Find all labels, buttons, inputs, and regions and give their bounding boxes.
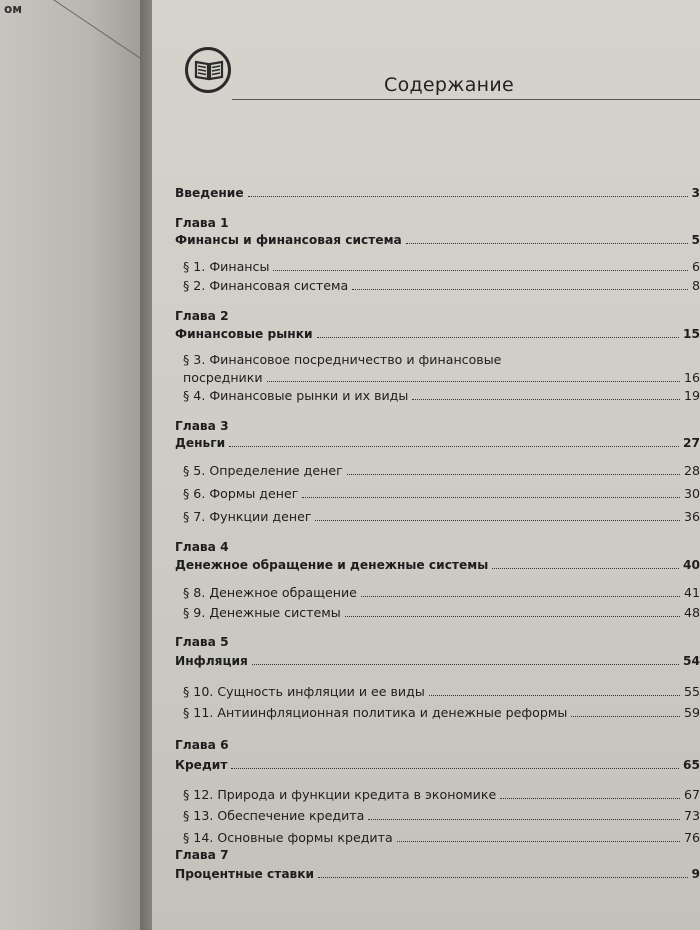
entry-title: посредники xyxy=(183,370,263,385)
dot-leader xyxy=(412,399,680,400)
entry-page: 36 xyxy=(683,509,700,524)
toc-entry-section xyxy=(175,509,700,524)
dot-leader xyxy=(500,798,680,799)
dot-leader xyxy=(492,568,679,569)
dot-leader xyxy=(361,596,680,597)
left-page-corner-text: ом xyxy=(4,2,23,16)
chapter-label: Глава 5 xyxy=(175,635,229,649)
dot-leader xyxy=(252,664,679,665)
toc-entry-section xyxy=(175,787,700,802)
dot-leader xyxy=(397,841,680,842)
entry-title: Денежное обращение и денежные системы xyxy=(175,558,489,572)
entry-title: § 9. Денежные системы xyxy=(183,605,341,620)
entry-page: 3 xyxy=(691,186,700,200)
toc-entry-chapter xyxy=(175,327,700,341)
entry-title: § 13. Обеспечение кредита xyxy=(183,808,365,823)
entry-page: 27 xyxy=(683,436,700,450)
chapter-label: Глава 3 xyxy=(175,419,229,433)
entry-title: § 1. Финансы xyxy=(183,259,270,274)
toc-entry-chapter xyxy=(175,867,700,881)
entry-title-line1: § 3. Финансовое посредничество и финансовые xyxy=(183,352,502,367)
dot-leader xyxy=(229,446,679,447)
dot-leader xyxy=(347,474,680,475)
dot-leader xyxy=(368,819,680,820)
left-page xyxy=(0,0,150,930)
page-title: Содержание xyxy=(384,74,514,96)
toc-entry-section xyxy=(175,278,700,293)
entry-page: 59 xyxy=(683,705,700,720)
toc-entry-chapter xyxy=(175,654,700,668)
toc-entry-chapter xyxy=(175,233,700,247)
entry-page: 73 xyxy=(683,808,700,823)
toc-entry-chapter xyxy=(175,558,700,572)
toc-entry-section xyxy=(175,388,700,403)
dot-leader xyxy=(267,381,680,382)
toc-entry-section xyxy=(175,605,700,620)
open-book-icon xyxy=(185,47,231,93)
entry-page: 28 xyxy=(683,463,700,478)
entry-title: § 8. Денежное обращение xyxy=(183,585,357,600)
entry-title: § 2. Финансовая система xyxy=(183,278,349,293)
dot-leader xyxy=(345,616,680,617)
entry-page: 8 xyxy=(691,278,700,293)
entry-page: 65 xyxy=(683,758,700,772)
entry-page: 30 xyxy=(683,486,700,501)
toc-entry-section xyxy=(175,585,700,600)
chapter-label: Глава 6 xyxy=(175,738,229,752)
entry-title: § 4. Финансовые рынки и их виды xyxy=(183,388,409,403)
dot-leader xyxy=(318,877,687,878)
toc-entry-section xyxy=(175,705,700,720)
chapter-label: Глава 2 xyxy=(175,309,229,323)
entry-title: § 10. Сущность инфляции и ее виды xyxy=(183,684,425,699)
entry-page: 19 xyxy=(683,388,700,403)
entry-title: Инфляция xyxy=(175,654,248,668)
entry-page: 48 xyxy=(683,605,700,620)
dot-leader xyxy=(231,768,679,769)
dot-leader xyxy=(317,337,680,338)
entry-page: 76 xyxy=(683,830,700,845)
entry-page: 41 xyxy=(683,585,700,600)
entry-title: Деньги xyxy=(175,436,226,450)
entry-page: 54 xyxy=(683,654,700,668)
toc-entry-section xyxy=(175,808,700,823)
entry-title: Процентные ставки xyxy=(175,867,315,881)
entry-title: Финансовые рынки xyxy=(175,327,313,341)
entry-page: 40 xyxy=(683,558,700,572)
entry-page: 6 xyxy=(691,259,700,274)
entry-page: 55 xyxy=(683,684,700,699)
toc-entry-intro xyxy=(175,186,700,200)
chapter-label: Глава 1 xyxy=(175,216,229,230)
entry-page: 15 xyxy=(683,327,700,341)
toc-entry-section xyxy=(175,830,700,845)
toc-entry-section xyxy=(175,370,700,385)
toc-entry-section xyxy=(175,684,700,699)
entry-title: § 11. Антиинфляционная политика и денежные реформы xyxy=(183,705,568,720)
chapter-label: Глава 4 xyxy=(175,540,229,554)
entry-page: 9 xyxy=(691,867,700,881)
entry-title: § 6. Формы денег xyxy=(183,486,299,501)
dot-leader xyxy=(302,497,680,498)
dot-leader xyxy=(315,520,680,521)
toc-entry-chapter xyxy=(175,758,700,772)
dot-leader xyxy=(429,695,680,696)
entry-title: Кредит xyxy=(175,758,228,772)
entry-title: Введение xyxy=(175,186,244,200)
entry-page: 16 xyxy=(683,370,700,385)
dot-leader xyxy=(352,289,688,290)
dot-leader xyxy=(406,243,688,244)
toc-entry-section xyxy=(175,463,700,478)
toc-entry-section xyxy=(175,486,700,501)
toc-entry-chapter xyxy=(175,436,700,450)
entry-title: § 12. Природа и функции кредита в экономике xyxy=(183,787,497,802)
dot-leader xyxy=(273,270,688,271)
dot-leader xyxy=(248,196,688,197)
entry-page: 5 xyxy=(691,233,700,247)
chapter-label: Глава 7 xyxy=(175,848,229,862)
title-rule xyxy=(232,99,700,100)
entry-title: § 5. Определение денег xyxy=(183,463,343,478)
dot-leader xyxy=(571,716,680,717)
entry-page: 67 xyxy=(683,787,700,802)
entry-title: § 14. Основные формы кредита xyxy=(183,830,393,845)
entry-title: Финансы и финансовая система xyxy=(175,233,402,247)
entry-title: § 7. Функции денег xyxy=(183,509,312,524)
toc-entry-section xyxy=(175,259,700,274)
